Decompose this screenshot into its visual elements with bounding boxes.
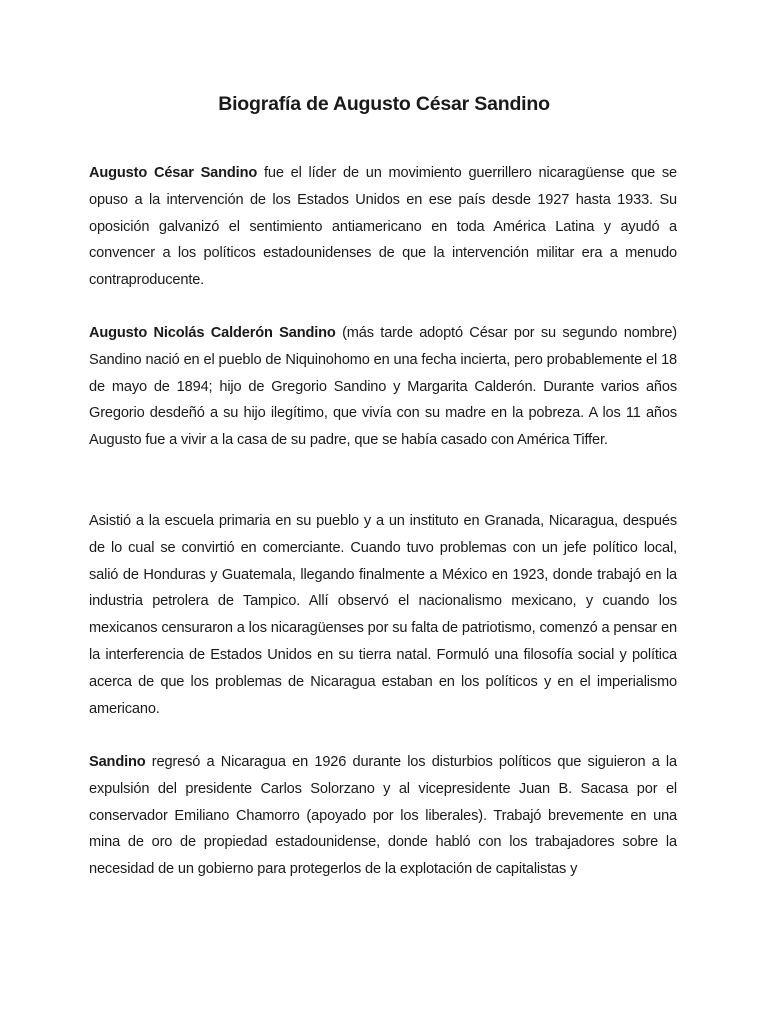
paragraph-2-lead: Augusto Nicolás Calderón Sandino xyxy=(89,325,336,341)
paragraph-3 xyxy=(89,508,677,722)
paragraph-1 xyxy=(89,160,677,294)
paragraph-4-lead: Sandino xyxy=(89,754,146,770)
paragraph-2 xyxy=(89,320,677,454)
paragraph-1-text: fue el líder de un movimiento guerrillero nicaragüense que se opuso a la intervención de los Estados Unidos en ese país desde 1927 hasta 1933. Su oposición galvanizó el sentimiento antiamericano en toda América Latina y ayudó a convencer a los políticos estadounidenses de que la intervención militar era a menudo contraproducente. xyxy=(89,165,678,289)
paragraph-4-text: regresó a Nicaragua en 1926 durante los disturbios políticos que siguieron a la expulsión del presidente Carlos Solorzano y al vicepresidente Juan B. Sacasa por el conservador Emiliano Chamorro (apoyado por los liberales). Trabajó brevemente en una mina de oro de propiedad estadounidense, donde habló con los trabajadores sobre la necesidad de un gobierno para protegerlos de la explotación de capitalistas y xyxy=(89,754,677,878)
paragraph-1-lead: Augusto César Sandino xyxy=(89,165,258,181)
paragraph-2-text: (más tarde adoptó César por su segundo nombre) Sandino nació en el pueblo de Niquinohomo en una fecha incierta, pero probablemente el 18 de mayo de 1894; hijo de Gregorio Sandino y Margarita Calderón. Durante varios años Gregorio desdeñó a su hijo ilegítimo, que vivía con su madre en la pobreza. A los 11 años Augusto fue a vivir a la casa de su padre, que se había casado con América Tiffer. xyxy=(89,325,677,449)
document-title: Biografía de Augusto César Sandino xyxy=(218,93,550,115)
paragraph-4 xyxy=(89,749,677,883)
paragraph-3-text: Asistió a la escuela primaria en su pueblo y a un instituto en Granada, Nicaragua, después de lo cual se convirtió en comerciante. Cuando tuvo problemas con un jefe político local, salió de Honduras y Guatemala, llegando finalmente a México en 1923, donde trabajó en la industria petrolera de Tampico. Allí observó el nacionalismo mexicano, y cuando los mexicanos censuraron a los nicaragüenses por su falta de patriotismo, comenzó a pensar en la interferencia de Estados Unidos en su tierra natal. Formuló una filosofía social y política acerca de que los problemas de Nicaragua estaban en los políticos y en el imperialismo americano. xyxy=(89,513,677,717)
